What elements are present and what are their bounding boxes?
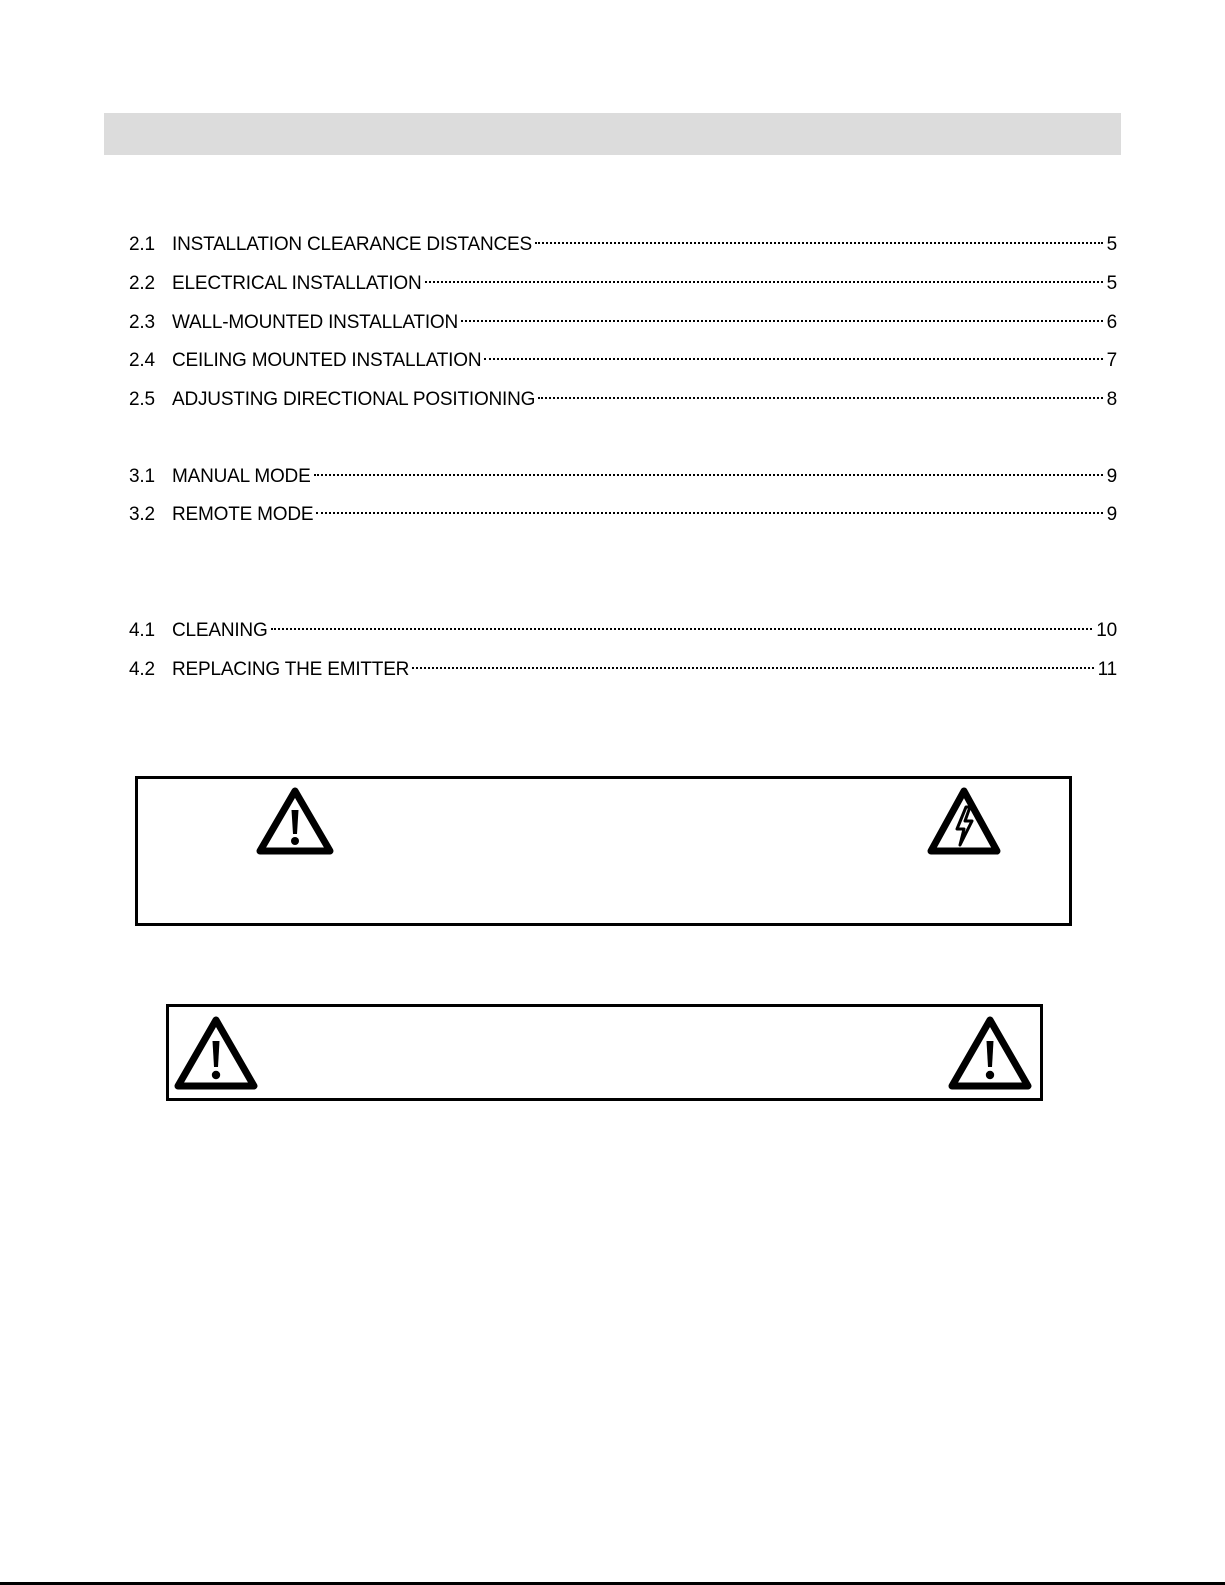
toc-entry-title: CEILING MOUNTED INSTALLATION [172, 350, 482, 371]
toc-entry-page: 9 [1106, 466, 1117, 487]
electric-hazard-icon [926, 785, 1002, 857]
toc-entry-2-1[interactable] [129, 231, 1117, 259]
toc-entry-page: 5 [1106, 234, 1117, 255]
toc-entry-title: REPLACING THE EMITTER [172, 659, 410, 680]
toc-entry-2-3[interactable] [129, 309, 1117, 337]
toc-entry-title: REMOTE MODE [172, 504, 314, 525]
toc-entry-number: 3.1 [129, 466, 155, 487]
toc-dot-leader [538, 397, 1102, 399]
toc-entry-2-2[interactable] [129, 270, 1117, 298]
toc-entry-number: 3.2 [129, 504, 155, 525]
toc-entry-title: MANUAL MODE [172, 466, 311, 487]
toc-entry-3-1[interactable] [129, 463, 1117, 491]
toc-entry-2-5[interactable] [129, 386, 1117, 414]
toc-entry-2-4[interactable] [129, 347, 1117, 375]
toc-entry-title: CLEANING [172, 620, 268, 641]
toc-entry-number: 2.1 [129, 234, 155, 255]
toc-entry-page: 7 [1106, 350, 1117, 371]
toc-entry-number: 2.5 [129, 389, 155, 410]
toc-entry-page: 10 [1096, 620, 1117, 641]
toc-entry-number: 4.2 [129, 659, 155, 680]
toc-entry-4-1[interactable] [129, 617, 1117, 645]
toc-dot-leader [461, 320, 1103, 322]
toc-dot-leader [412, 667, 1093, 669]
toc-entry-page: 8 [1106, 389, 1117, 410]
toc-entry-number: 2.3 [129, 312, 155, 333]
toc-entry-page: 9 [1106, 504, 1117, 525]
toc-entry-4-2[interactable] [129, 656, 1117, 684]
toc-dot-leader [316, 512, 1102, 514]
toc-entry-title: ELECTRICAL INSTALLATION [172, 273, 422, 294]
toc-dot-leader [535, 242, 1103, 244]
toc-dot-leader [425, 281, 1103, 283]
toc-dot-leader [484, 358, 1102, 360]
toc-entry-3-2[interactable] [129, 501, 1117, 529]
toc-entry-title: ADJUSTING DIRECTIONAL POSITIONING [172, 389, 536, 410]
warning-exclamation-icon [172, 1014, 260, 1092]
toc-entry-number: 2.2 [129, 273, 155, 294]
warning-box-secondary [166, 1004, 1043, 1101]
warning-exclamation-icon [946, 1014, 1034, 1092]
toc-dot-leader [271, 628, 1093, 630]
toc-entry-title: INSTALLATION CLEARANCE DISTANCES [172, 234, 532, 255]
toc-dot-leader [314, 474, 1103, 476]
toc-entry-title: WALL-MOUNTED INSTALLATION [172, 312, 459, 333]
toc-entry-number: 2.4 [129, 350, 155, 371]
toc-entry-page: 11 [1097, 659, 1117, 680]
section-header-bar [104, 113, 1121, 155]
toc-entry-page: 5 [1106, 273, 1117, 294]
toc-entry-number: 4.1 [129, 620, 155, 641]
warning-exclamation-icon [255, 785, 335, 857]
toc-entry-page: 6 [1106, 312, 1117, 333]
